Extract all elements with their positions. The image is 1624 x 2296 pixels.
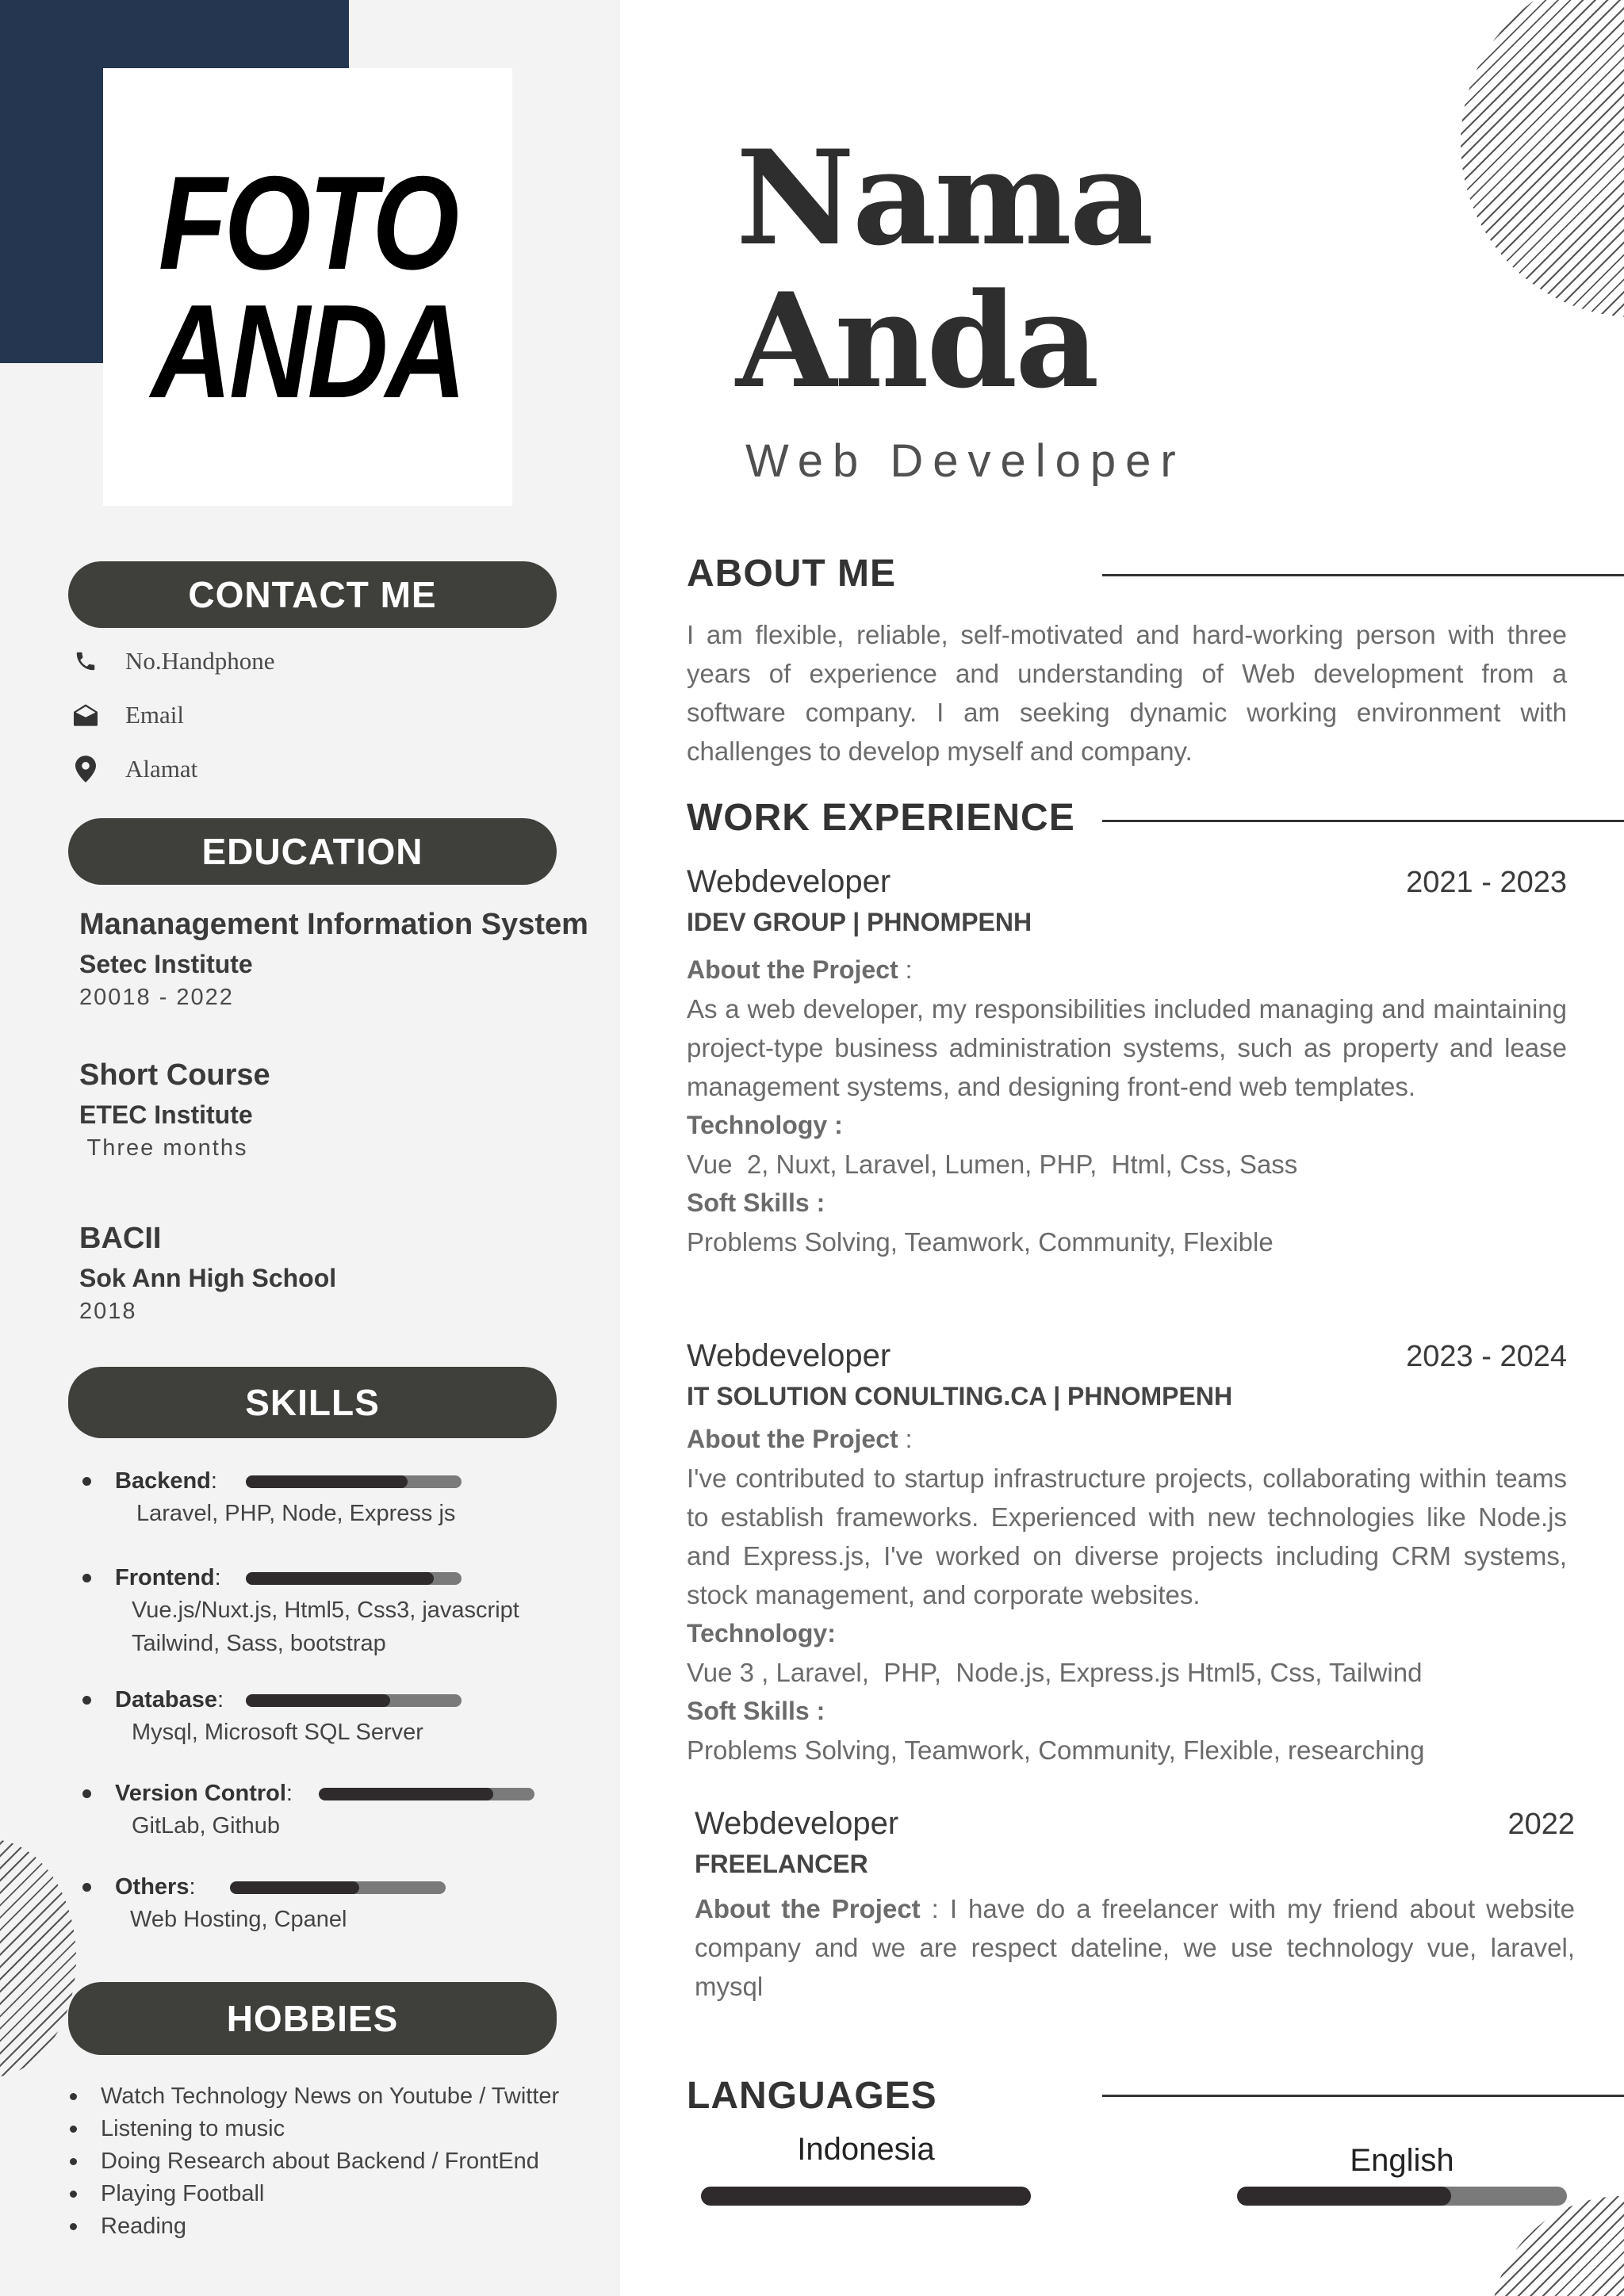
hobby-item: Watch Technology News on Youtube / Twitter bbox=[70, 2080, 559, 2113]
job-title: Webdeveloper bbox=[687, 1338, 891, 1373]
language-name: English bbox=[1350, 2143, 1454, 2178]
skill-colon: : bbox=[210, 1468, 217, 1494]
about-text: I am flexible, reliable, self-motivated and hard-working person with three years of experience and understanding of Web development from a software company. I am seeking dynamic working environment with challenges to develop myself and company. bbox=[687, 620, 1567, 766]
technology-list: Vue 3 , Laravel, PHP, Node.js, Express.js Html5, Css, Tailwind bbox=[687, 1658, 1423, 1687]
skill-description: Web Hosting, Cpanel bbox=[130, 1907, 347, 1932]
education-years: Three months bbox=[79, 1135, 248, 1161]
project-text: : I have do a freelancer with my friend about website company and we are respect dateline, we use technology vue, laravel, mysql bbox=[695, 1894, 1575, 2001]
job-period: 2022 bbox=[1507, 1808, 1575, 1841]
section-divider bbox=[1102, 2095, 1624, 2097]
skills-heading: SKILLS bbox=[68, 1367, 557, 1438]
bullet-icon bbox=[82, 1477, 91, 1486]
hobbies-heading: HOBBIES bbox=[68, 1982, 557, 2055]
soft-skills-label: Soft Skills : bbox=[687, 1697, 825, 1725]
job-company: IT SOLUTION CONULTING.CA | PHNOMPENH bbox=[687, 1382, 1233, 1410]
education-years: 2018 bbox=[79, 1299, 137, 1324]
skill-level-fill bbox=[246, 1694, 390, 1707]
languages-heading: LANGUAGES bbox=[687, 2075, 937, 2117]
skill-item bbox=[82, 1871, 590, 1936]
contact-heading: CONTACT ME bbox=[68, 561, 557, 628]
technology-list: Vue 2, Nuxt, Laravel, Lumen, PHP, Html, Css, Sass bbox=[687, 1150, 1298, 1179]
bullet-icon bbox=[82, 1883, 91, 1892]
skill-item bbox=[82, 1465, 590, 1530]
skill-name: Version Control bbox=[115, 1780, 286, 1806]
bullet-icon bbox=[82, 1574, 91, 1582]
profile-photo-placeholder bbox=[103, 68, 512, 506]
skill-level-fill bbox=[319, 1788, 493, 1800]
skill-item bbox=[82, 1777, 590, 1843]
technology-label: Technology: bbox=[687, 1619, 836, 1647]
soft-skills-list: Problems Solving, Teamwork, Community, Flexible, researching bbox=[687, 1735, 1425, 1765]
skill-description: Tailwind, Sass, bootstrap bbox=[132, 1631, 386, 1656]
contact-email-label: Email bbox=[125, 701, 185, 729]
mail-icon bbox=[70, 699, 102, 731]
skill-colon: : bbox=[285, 1780, 293, 1806]
skill-description: Laravel, PHP, Node, Express js bbox=[136, 1501, 456, 1526]
photo-text: ANDA bbox=[151, 277, 465, 426]
skill-colon: : bbox=[214, 1564, 221, 1590]
about-heading: ABOUT ME bbox=[687, 553, 896, 595]
job-entry bbox=[695, 1806, 1575, 2006]
person-name bbox=[736, 121, 1151, 417]
job-title: Webdeveloper bbox=[687, 864, 891, 899]
education-degree: BACII bbox=[79, 1222, 162, 1255]
hobbies-list bbox=[70, 2080, 559, 2243]
job-entry bbox=[687, 864, 1567, 1261]
job-company: FREELANCER bbox=[695, 1850, 868, 1878]
project-label-text: About the Project bbox=[687, 955, 898, 984]
language-level-fill bbox=[701, 2187, 1031, 2206]
contact-phone-label: No.Handphone bbox=[125, 647, 275, 675]
bullet-icon bbox=[82, 1696, 91, 1705]
section-divider bbox=[1102, 574, 1624, 576]
skill-level-bar bbox=[246, 1572, 462, 1585]
skill-colon: : bbox=[216, 1686, 224, 1712]
project-description bbox=[695, 1889, 1575, 2006]
technology-label: Technology : bbox=[687, 1111, 843, 1139]
skill-level-bar bbox=[246, 1694, 462, 1707]
name-line: Anda bbox=[736, 264, 1097, 417]
contact-address bbox=[70, 753, 197, 785]
contact-email bbox=[70, 699, 184, 731]
project-label-text: About the Project bbox=[687, 1425, 898, 1453]
education-school: Sok Ann High School bbox=[79, 1264, 337, 1292]
photo-text: FOTO bbox=[159, 148, 457, 297]
location-pin-icon bbox=[70, 753, 102, 785]
education-entry bbox=[79, 1219, 603, 1327]
education-entry bbox=[79, 905, 603, 1013]
section-divider bbox=[1102, 820, 1624, 822]
project-label-colon: : bbox=[898, 955, 913, 984]
skill-level-bar bbox=[246, 1475, 462, 1488]
language-level-bar bbox=[1237, 2187, 1567, 2206]
skill-item bbox=[82, 1684, 590, 1749]
name-line: Nama bbox=[736, 121, 1151, 274]
skill-level-fill bbox=[246, 1572, 434, 1585]
skill-name: Others bbox=[115, 1873, 190, 1900]
skill-name: Database bbox=[115, 1686, 217, 1712]
language-name: Indonesia bbox=[797, 2132, 935, 2167]
language-level-bar bbox=[701, 2187, 1031, 2206]
project-description: As a web developer, my responsibilities included managing and maintaining project-type business administration systems, such as property and lease management systems, and designing front-end web templates. bbox=[687, 994, 1567, 1101]
job-role: Web Developer bbox=[745, 435, 1185, 487]
skill-item bbox=[82, 1562, 590, 1660]
skill-name: Frontend bbox=[115, 1564, 215, 1590]
language-item bbox=[701, 2130, 1031, 2206]
job-company: IDEV GROUP | PHNOMPENH bbox=[687, 908, 1032, 936]
hobby-item: Playing Football bbox=[70, 2178, 559, 2210]
skill-level-bar bbox=[230, 1881, 446, 1894]
education-school: Setec Institute bbox=[79, 950, 253, 978]
language-level-fill bbox=[1237, 2187, 1451, 2206]
project-label bbox=[687, 1420, 1567, 1459]
hobby-item: Reading bbox=[70, 2210, 559, 2243]
education-degree: Mananagement Information System bbox=[79, 908, 588, 941]
education-heading: EDUCATION bbox=[68, 818, 557, 885]
education-entry bbox=[79, 1056, 603, 1164]
education-years: 20018 - 2022 bbox=[79, 985, 234, 1010]
skill-level-bar bbox=[319, 1788, 534, 1800]
hobby-item: Listening to music bbox=[70, 2113, 559, 2145]
soft-skills-label: Soft Skills : bbox=[687, 1188, 825, 1217]
project-label-colon: : bbox=[898, 1425, 913, 1453]
bullet-icon bbox=[82, 1789, 91, 1798]
language-item bbox=[1237, 2141, 1567, 2206]
project-label bbox=[687, 951, 1567, 989]
job-entry bbox=[687, 1338, 1567, 1770]
phone-icon bbox=[70, 645, 102, 677]
skill-level-fill bbox=[246, 1475, 408, 1488]
striped-circle-decoration bbox=[1491, 2196, 1624, 2296]
project-description: I've contributed to startup infrastructure projects, collaborating within teams to establish frameworks. Experienced with new technologies like Node.js and Express.js, I've worked on diverse projects including CRM systems, stock management, and corporate websites. bbox=[687, 1464, 1567, 1609]
skill-name: Backend bbox=[115, 1468, 211, 1494]
skill-description: GitLab, Github bbox=[132, 1813, 280, 1839]
contact-phone bbox=[70, 645, 275, 677]
skill-colon: : bbox=[189, 1873, 196, 1900]
work-heading: WORK EXPERIENCE bbox=[687, 797, 1075, 839]
skill-description: Mysql, Microsoft SQL Server bbox=[132, 1720, 423, 1745]
skill-level-fill bbox=[230, 1881, 359, 1894]
job-period: 2023 - 2024 bbox=[1406, 1340, 1567, 1373]
soft-skills-list: Problems Solving, Teamwork, Community, Flexible bbox=[687, 1227, 1274, 1257]
job-title: Webdeveloper bbox=[695, 1806, 899, 1841]
education-school: ETEC Institute bbox=[79, 1100, 253, 1129]
job-period: 2021 - 2023 bbox=[1406, 866, 1567, 899]
hobby-item: Doing Research about Backend / FrontEnd bbox=[70, 2145, 559, 2178]
skill-description: Vue.js/Nuxt.js, Html5, Css3, javascript bbox=[132, 1598, 519, 1623]
striped-circle-decoration bbox=[1461, 0, 1624, 317]
education-degree: Short Course bbox=[79, 1058, 270, 1092]
contact-address-label: Alamat bbox=[125, 755, 198, 783]
project-label: About the Project bbox=[695, 1894, 921, 1923]
